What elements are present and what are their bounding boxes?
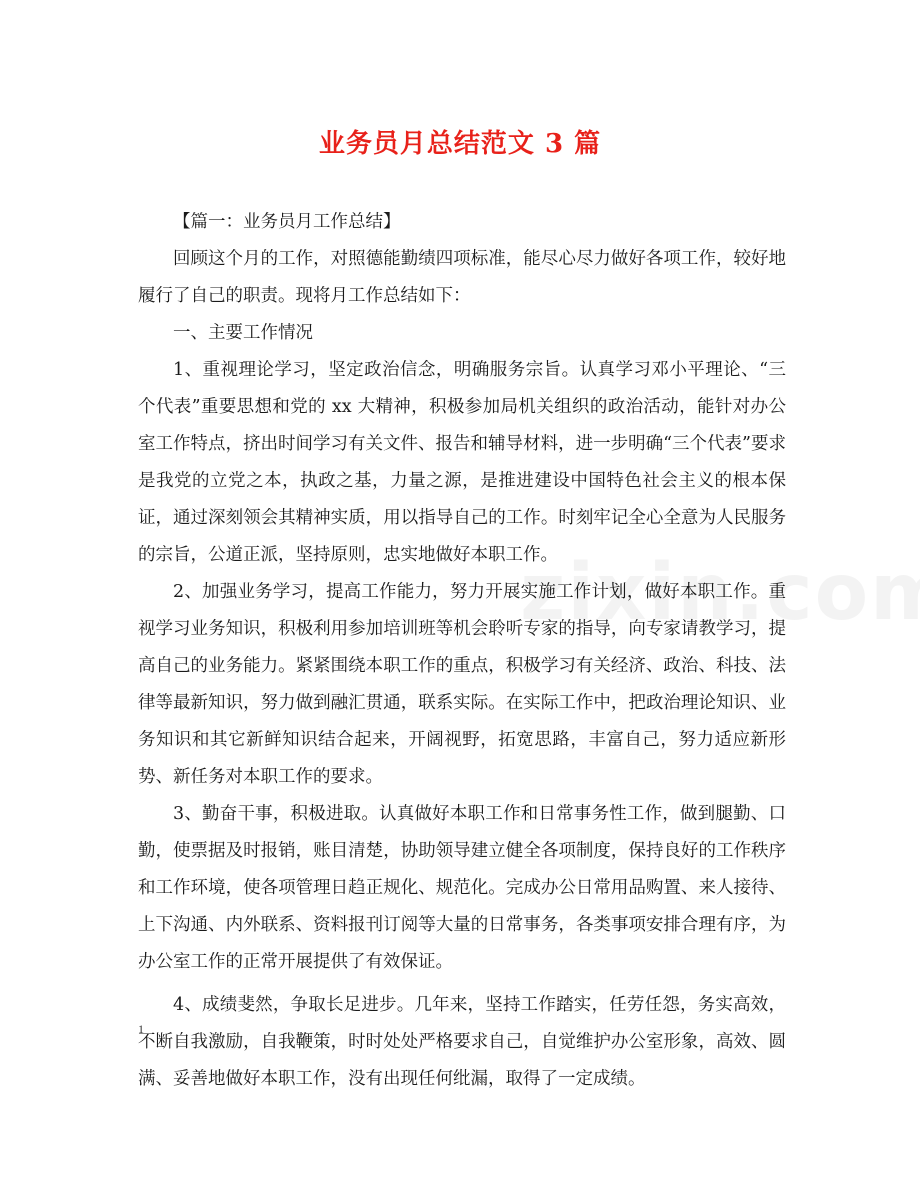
paragraph-item-2: 2、加强业务学习，提高工作能力，努力开展实施工作计划，做好本职工作。重视学习业务知识，积极利用参加培训班等机会聆听专家的指导，向专家请教学习，提高自己的业务能力。紧紧围绕本职工作的重点，积极学习有关经济、政治、科技、法律等最新知识，努力做到融汇贯通，联系实际。在实际工作中，把政治理论知识、业务知识和其它新鲜知识结合起来，开阔视野，拓宽思路，丰富自己，努力适应新形势、新任务对本职工作的要求。 <box>138 582 786 787</box>
paragraph-item-3: 3、勤奋干事，积极进取。认真做好本职工作和日常事务性工作，做到腿勤、口勤，使票据及时报销，账目清楚，协助领导建立健全各项制度，保持良好的工作秩序和工作环境，使各项管理日趋正规化、规范化。完成办公日常用品购置、来人接待、上下沟通、内外联系、资料报刊订阅等大量的日常事务，各类事项安排合理有序，为办公室工作的正常开展提供了有效保证。 <box>138 804 786 972</box>
paragraph-item-1: 1、重视理论学习，坚定政治信念，明确服务宗旨。认真学习邓小平理论、“三个代表”重要思想和党的 xx 大精神，积极参加局机关组织的政治活动，能针对办公室工作特点，挤出时间学习有关文件、报告和辅导材料，进一步明确“三个代表”要求是我党的立党之本，执政之基，力量之源，是推进建设中国特色社会主义的根本保证，通过深刻领会其精神实质，用以指导自己的工作。时刻牢记全心全意为人民服务的宗旨，公道正派，坚持原则，忠实地做好本职工作。 <box>138 360 786 565</box>
subsection-heading: 一、主要工作情况 <box>173 323 313 343</box>
page-number: 1 <box>138 1022 144 1036</box>
document-title: 业务员月总结范文 3 篇 <box>318 129 602 159</box>
document-body <box>138 204 786 1098</box>
section-heading: 【篇一：业务员月工作总结】 <box>173 212 401 232</box>
paragraph-intro: 回顾这个月的工作，对照德能勤绩四项标准，能尽心尽力做好各项工作，较好地履行了自己的职责。现将月工作总结如下： <box>138 249 786 306</box>
paragraph-item-4: 4、成绩斐然，争取长足进步。几年来，坚持工作踏实，任劳任怨，务实高效，不断自我激励，自我鞭策，时时处处严格要求自己，自觉维护办公室形象，高效、圆满、妥善地做好本职工作，没有出现任何纰漏，取得了一定成绩。 <box>138 995 786 1089</box>
